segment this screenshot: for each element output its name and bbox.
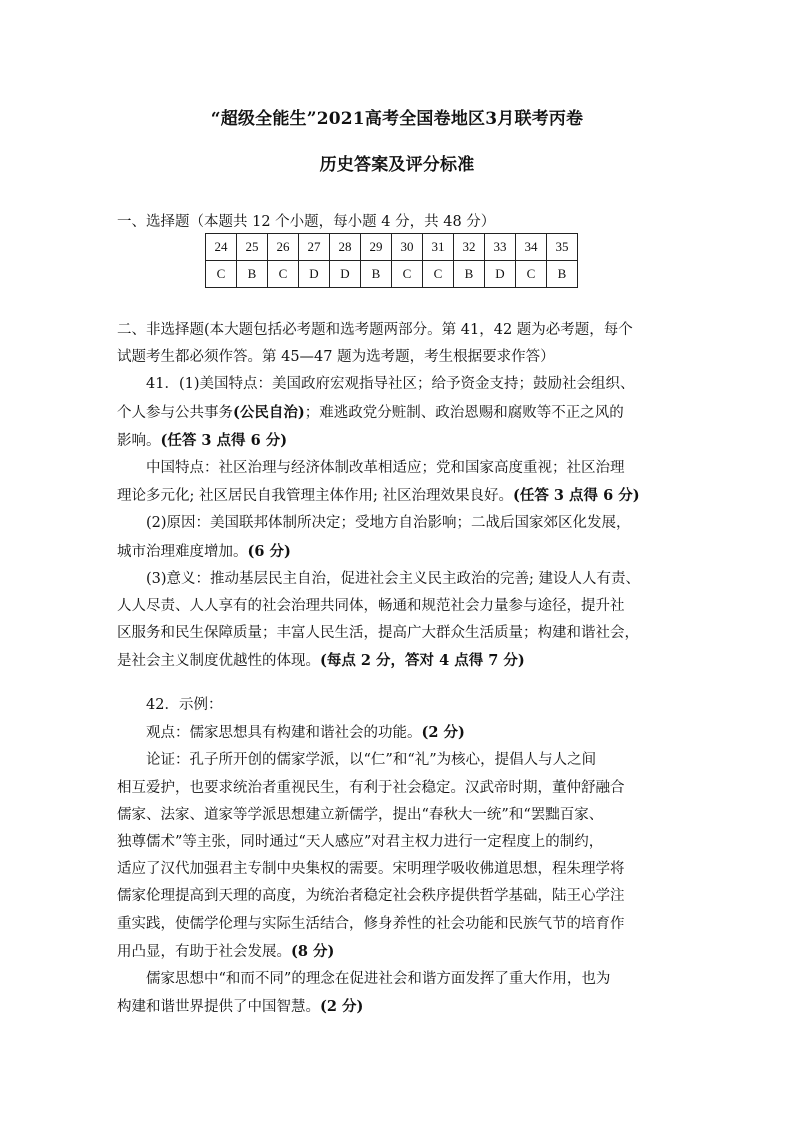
- q42-text-line: [117, 993, 677, 1021]
- q42-text: 观点：儒家思想具有构建和谐社会的功能。: [146, 725, 422, 742]
- q42-body: [117, 692, 677, 1021]
- section2-heading-line: 试题考生都必须作答。第 45—47 题为选考题，考生根据要求作答）: [117, 349, 555, 366]
- q41-text-line: 人人尽责、人人享有的社会治理共同体，畅通和规范社会力量参与途径，提升社: [117, 598, 625, 615]
- score-note: (2 分): [421, 724, 465, 742]
- question-number: 33: [485, 234, 516, 261]
- score-note: (每点 2 分，答对 4 点得 7 分): [320, 652, 525, 670]
- question-number: 26: [268, 234, 299, 261]
- answer-letter: B: [237, 261, 268, 288]
- score-note: (2 分): [320, 998, 364, 1016]
- q41-text: 理论多元化; 社区居民自我管理主体作用; 社区治理效果良好。: [117, 488, 513, 505]
- answer-letter: B: [547, 261, 578, 288]
- question-number: 32: [454, 234, 485, 261]
- answer-letter: C: [423, 261, 454, 288]
- answer-table: [205, 233, 578, 288]
- q42-text-line: 儒家思想中“和而不同”的理念在促进社会和谐方面发挥了重大作用，也为: [146, 971, 611, 988]
- answer-letter: C: [268, 261, 299, 288]
- score-note: (8 分): [291, 942, 335, 960]
- answer-letter: D: [330, 261, 361, 288]
- question-number: 24: [206, 234, 237, 261]
- q41-text-line: 41．(1)美国特点：美国政府宏观指导社区；给予资金支持；鼓励社会组织、: [146, 376, 635, 393]
- q42-text-line: 论证：孔子所开创的儒家学派，以“仁”和“礼”为核心，提倡人与人之间: [146, 752, 597, 769]
- q41-text: ；难逃政党分赃制、政治恩赐和腐败等不正之风的: [304, 404, 624, 421]
- q41-text-line: 区服务和民生保障质量；丰富人民生活，提高广大群众生活质量；构建和谐社会，: [117, 625, 639, 642]
- q41-text-line: (3)意义：推动基层民主自治，促进社会主义民主政治的完善; 建设人人有责、: [146, 570, 641, 587]
- q42-text-line: 相互爱护，也要求统治者重视民生，有利于社会稳定。汉武帝时期，董仲舒融合: [117, 779, 625, 796]
- q41-text: 城市治理难度增加。: [117, 543, 248, 560]
- answer-letter: C: [392, 261, 423, 288]
- q41-text-line: (2)原因：美国联邦体制所决定；受地方自治影响；二战后国家郊区化发展，: [146, 515, 631, 532]
- q42-text-line: 独尊儒术”等主张，同时通过“天人感应”对君主权力进行一定程度上的制约，: [117, 834, 604, 851]
- answer-letter: B: [361, 261, 392, 288]
- q41-emphasis: (公民自治): [233, 403, 305, 421]
- answer-letter-row: [206, 261, 578, 288]
- section2-body: [117, 317, 677, 676]
- question-number: 30: [392, 234, 423, 261]
- q41-text-line: [117, 427, 677, 455]
- q42-text-line: 儒家、法家、道家等学派思想建立新儒学，提出“春秋大一统”和“罢黜百家、: [117, 806, 604, 823]
- q42-heading: 42．示例：: [146, 697, 223, 713]
- q41-text-line: 中国特点：社区治理与经济体制改革相适应；党和国家高度重视；社区治理: [146, 460, 625, 477]
- q41-text: 是社会主义制度优越性的体现。: [117, 653, 320, 670]
- q41-text-line: [117, 482, 677, 510]
- answer-letter: C: [206, 261, 237, 288]
- question-number-row: [206, 234, 578, 261]
- question-number: 25: [237, 234, 268, 261]
- question-number: 31: [423, 234, 454, 261]
- q42-text: 构建和谐世界提供了中国智慧。: [117, 999, 320, 1016]
- q42-viewpoint: [117, 719, 677, 747]
- q42-text: 用凸显，有助于社会发展。: [117, 943, 291, 960]
- answer-letter: D: [485, 261, 516, 288]
- question-number: 29: [361, 234, 392, 261]
- answer-letter: D: [299, 261, 330, 288]
- q41-text-line: [117, 538, 677, 566]
- answer-letter: B: [454, 261, 485, 288]
- score-note: (任答 3 点得 6 分): [513, 487, 640, 505]
- q42-text-line: [117, 938, 677, 966]
- section1-heading: 一、选择题（本题共 12 个小题，每小题 4 分，共 48 分）: [117, 214, 496, 230]
- q42-text-line: 适应了汉代加强君主专制中央集权的需要。宋明理学吸收佛道思想，程朱理学将: [117, 861, 625, 878]
- q42-text-line: 儒家伦理提高到天理的高度，为统治者稳定社会秩序提供哲学基础，陆王心学注: [117, 888, 625, 905]
- q41-text-line: [117, 647, 677, 675]
- q41-text: 个人参与公共事务: [117, 404, 233, 421]
- question-number: 27: [299, 234, 330, 261]
- q42-text-line: 重实践，使儒学伦理与实际生活结合，修身养性的社会功能和民族气节的培育作: [117, 915, 625, 932]
- answer-letter: C: [516, 261, 547, 288]
- q41-text-line: [117, 399, 677, 427]
- document-title: “超级全能生”2021高考全国卷地区3月联考丙卷: [210, 109, 584, 129]
- q41-text: 影响。: [117, 432, 161, 449]
- question-number: 35: [547, 234, 578, 261]
- section2-heading-line: 二、非选择题(本大题包括必考题和选考题两部分。第 41，42 题为必考题，每个: [117, 322, 633, 338]
- score-note: (任答 3 点得 6 分): [160, 431, 288, 449]
- question-number: 28: [330, 234, 361, 261]
- score-note: (6 分): [247, 542, 291, 560]
- document-subtitle: 历史答案及评分标准: [319, 155, 475, 175]
- question-number: 34: [516, 234, 547, 261]
